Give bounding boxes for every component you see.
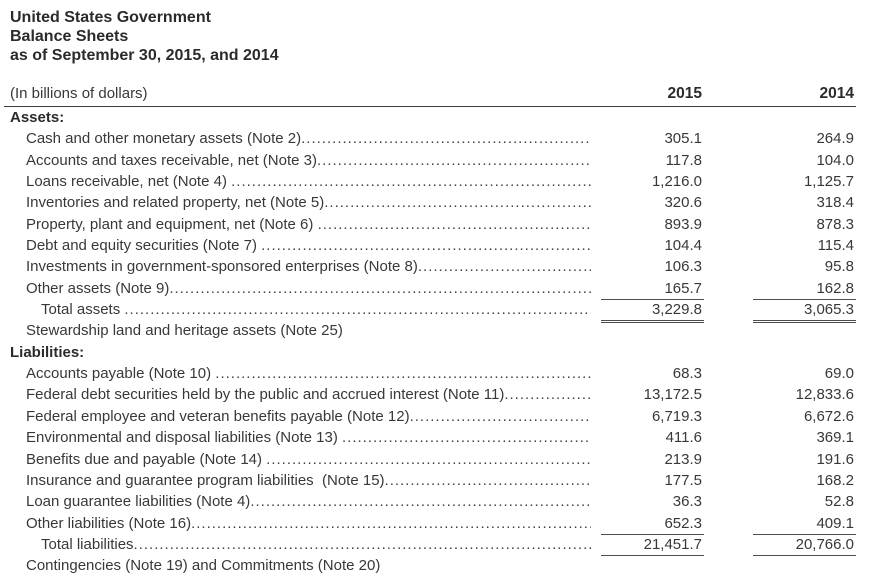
value-2014: 52.8 (824, 493, 854, 511)
dot-leader (215, 363, 591, 384)
value-2014: 162.8 (753, 278, 856, 300)
table-row (4, 150, 856, 171)
dot-leader (250, 491, 591, 512)
value-2014: 3,065.3 (753, 299, 856, 323)
section-heading: Assets: (10, 109, 65, 126)
value-2015: 652.3 (601, 513, 704, 535)
table-row (4, 214, 856, 235)
value-2014: 409.1 (753, 513, 856, 535)
row-label-area (4, 555, 601, 576)
row-label-area (4, 278, 601, 299)
dot-leader (317, 150, 591, 171)
row-label-area (4, 192, 601, 213)
row-label: Other assets (Note 9) (26, 279, 170, 297)
row-label-area (4, 235, 601, 256)
row-label: Benefits due and payable (Note 14) (26, 450, 267, 468)
row-label: Environmental and disposal liabilities (Note 13) (26, 429, 342, 447)
row-label: Total assets (41, 301, 125, 319)
value-2015: 117.8 (665, 151, 702, 169)
value-2014: 6,672.6 (803, 407, 854, 425)
row-label: Insurance and guarantee program liabilities (Note 15) (26, 471, 385, 489)
row-label: Other liabilities (Note 16) (26, 514, 192, 532)
table-row (4, 256, 856, 277)
table-row (4, 491, 856, 512)
title-line-statement: Balance Sheets (10, 28, 129, 45)
value-2014: 69.0 (824, 365, 854, 383)
row-label-area (4, 384, 601, 405)
dot-leader (342, 427, 591, 448)
value-2015: 165.7 (601, 278, 704, 300)
table-row (4, 555, 856, 576)
row-label: Federal debt securities held by the public and accrued interest (Note 11) (26, 386, 505, 404)
row-label-area (4, 427, 601, 448)
row-label-area (4, 513, 601, 534)
row-label-area (4, 214, 601, 235)
value-2015: 411.6 (665, 429, 702, 447)
row-label-area (4, 299, 601, 320)
row-label: Contingencies (Note 19) and Commitments (Note 20) (26, 557, 381, 575)
table-row (4, 128, 856, 149)
row-label-area (4, 107, 601, 128)
table-row (4, 299, 856, 320)
value-2014: 1,125.7 (803, 173, 854, 191)
row-label-area (4, 470, 601, 491)
value-2015: 213.9 (664, 450, 702, 468)
table-row (4, 427, 856, 448)
value-2015: 3,229.8 (601, 299, 704, 323)
row-label: Stewardship land and heritage assets (Note 25) (26, 322, 343, 340)
row-label-area (4, 342, 601, 363)
table-row (4, 320, 856, 341)
table-row (4, 534, 856, 555)
row-label-area (4, 150, 601, 171)
column-header-2014: 2014 (819, 85, 854, 102)
row-label: Debt and equity securities (Note 7) (26, 237, 262, 255)
row-label: Federal employee and veteran benefits payable (Note 12) (26, 407, 410, 425)
row-label: Cash and other monetary assets (Note 2) (26, 130, 302, 148)
value-2015: 177.5 (664, 471, 702, 489)
table-row (4, 449, 856, 470)
table-row (4, 363, 856, 384)
value-2015: 21,451.7 (601, 534, 704, 556)
value-2014: 318.4 (816, 194, 854, 212)
dot-leader (231, 171, 591, 192)
row-label-area (4, 534, 601, 555)
value-2015: 1,216.0 (651, 173, 702, 191)
value-2015: 104.4 (664, 237, 702, 255)
value-2014: 264.9 (816, 130, 854, 148)
value-2015: 68.3 (672, 365, 702, 383)
value-2014: 369.1 (816, 429, 854, 447)
row-label-area (4, 171, 601, 192)
value-2014: 168.2 (816, 471, 854, 489)
units-label: (In billions of dollars) (10, 85, 148, 102)
value-2015: 893.9 (664, 215, 702, 233)
document-title (4, 8, 856, 65)
value-2015: 106.3 (664, 258, 702, 276)
value-2014: 95.8 (824, 258, 854, 276)
row-label-area (4, 406, 601, 427)
dot-leader (385, 470, 591, 491)
row-label: Inventories and related property, net (Note 5) (26, 194, 325, 212)
row-label: Property, plant and equipment, net (Note 6) (26, 215, 318, 233)
table-row (4, 342, 856, 363)
value-2015: 305.1 (664, 130, 702, 148)
row-label-area (4, 491, 601, 512)
dot-leader (124, 299, 591, 320)
dot-leader (191, 513, 591, 534)
dot-leader (301, 128, 591, 149)
value-2015: 6,719.3 (651, 407, 702, 425)
dot-leader (504, 384, 591, 405)
dot-leader (169, 278, 591, 299)
value-2014: 20,766.0 (753, 534, 856, 556)
title-line-date: as of September 30, 2015, and 2014 (10, 47, 279, 64)
table-row (4, 192, 856, 213)
title-line-entity: United States Government (10, 9, 211, 26)
row-label-area (4, 449, 601, 470)
row-label: Investments in government-sponsored enterprises (Note 8) (26, 258, 418, 276)
table-row (4, 107, 856, 128)
row-label-area (4, 128, 601, 149)
value-2015: 13,172.5 (643, 386, 702, 404)
row-label-area (4, 320, 601, 341)
column-header-row (4, 85, 856, 107)
row-label-area (4, 256, 601, 277)
dot-leader (266, 449, 591, 470)
row-label: Total liabilities (41, 535, 134, 553)
dot-leader (324, 192, 591, 213)
value-2014: 104.0 (816, 151, 854, 169)
dot-leader (318, 214, 591, 235)
row-label: Accounts payable (Note 10) (26, 365, 216, 383)
value-2014: 878.3 (816, 215, 854, 233)
value-2014: 191.6 (816, 450, 854, 468)
row-label-area (4, 363, 601, 384)
table-body (4, 107, 856, 577)
table-row (4, 235, 856, 256)
row-label: Loans receivable, net (Note 4) (26, 173, 232, 191)
dot-leader (418, 256, 591, 277)
table-row (4, 513, 856, 534)
dot-leader (261, 235, 591, 256)
value-2014: 115.4 (817, 237, 854, 255)
table-row (4, 384, 856, 405)
balance-sheet-table (4, 85, 856, 577)
value-2014: 12,833.6 (795, 386, 854, 404)
table-row (4, 470, 856, 491)
value-2015: 36.3 (672, 493, 702, 511)
row-label: Loan guarantee liabilities (Note 4) (26, 493, 251, 511)
table-row (4, 171, 856, 192)
value-2015: 320.6 (664, 194, 702, 212)
row-label: Accounts and taxes receivable, net (Note 3) (26, 151, 317, 169)
dot-leader (134, 534, 591, 555)
column-header-2015: 2015 (667, 85, 702, 102)
section-heading: Liabilities: (10, 343, 85, 361)
dot-leader (410, 406, 591, 427)
table-row (4, 278, 856, 299)
table-row (4, 406, 856, 427)
